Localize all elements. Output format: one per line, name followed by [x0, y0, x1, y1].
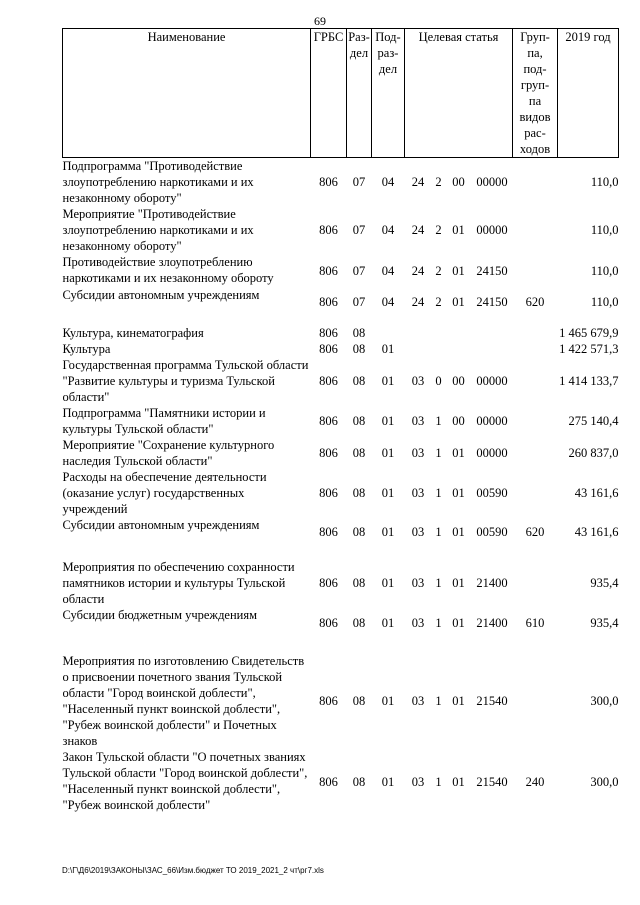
row-name: Противодействие злоупотреблению наркотиками и их незаконному обороту	[62, 255, 274, 285]
table-row	[63, 405, 619, 437]
row-grbs: 806	[319, 775, 338, 789]
row-t3	[446, 325, 472, 341]
row-t2: 1	[435, 694, 442, 708]
row-t1	[405, 341, 432, 357]
table-row	[63, 206, 619, 254]
row-rz: 08	[352, 414, 366, 428]
row-t4: 00000	[476, 414, 508, 428]
header-name: Наименование	[63, 29, 311, 158]
header-target: Целевая статья	[405, 29, 513, 158]
table-row	[63, 254, 619, 287]
row-t4: 00000	[476, 374, 508, 388]
row-t2: 2	[435, 263, 442, 278]
row-name: Государственная программа Тульской области "Развитие культуры и туризма Тульской области"	[62, 358, 309, 404]
row-grbs: 806	[319, 446, 338, 460]
row-grbs: 806	[319, 525, 338, 539]
row-vr	[513, 405, 558, 437]
row-vr	[513, 158, 558, 207]
row-t3: 01	[452, 576, 465, 590]
row-rz: 08	[352, 342, 366, 356]
row-name: Расходы на обеспечение деятельности (оказание услуг) государственных учреждений	[62, 470, 267, 516]
row-grbs: 806	[319, 616, 338, 630]
row-t2: 1	[435, 576, 442, 590]
row-t3: 01	[452, 616, 465, 630]
row-grbs: 806	[319, 326, 338, 340]
row-t2: 1	[435, 616, 442, 630]
header-razdel: Раз- дел	[347, 29, 372, 158]
header-group: Груп- па, под- груп- па видов рас- ходов	[513, 29, 558, 158]
row-sum: 110,0	[590, 295, 619, 309]
row-t4: 00000	[476, 446, 508, 460]
row-t1: 03	[411, 775, 425, 789]
row-grbs: 806	[319, 295, 338, 309]
row-pr: 04	[381, 295, 395, 309]
row-spacer	[63, 317, 619, 325]
row-grbs: 806	[319, 374, 338, 388]
row-vr	[513, 437, 558, 469]
row-t1: 03	[411, 414, 425, 428]
row-rz: 07	[352, 263, 366, 278]
row-spacer	[63, 547, 619, 559]
row-rz: 07	[352, 223, 366, 237]
row-t2: 1	[435, 525, 442, 539]
row-rz: 08	[352, 446, 366, 460]
table-row	[63, 341, 619, 357]
row-sum: 935,4	[590, 576, 619, 590]
row-pr: 01	[381, 694, 395, 708]
row-t3: 01	[452, 694, 465, 708]
row-sum: 300,0	[590, 694, 619, 708]
row-t1	[405, 325, 432, 341]
header-grbs: ГРБС	[311, 29, 347, 158]
row-t1: 03	[411, 446, 425, 460]
row-name: Подпрограмма "Противодействие злоупотреблению наркотиками и их незаконному обороту"	[62, 159, 254, 205]
row-rz: 08	[352, 616, 366, 630]
table-row	[63, 517, 619, 547]
row-name: Субсидии автономным учреждениям	[62, 518, 260, 532]
row-t3: 01	[452, 446, 465, 460]
row-name: Мероприятия по изготовлению Свидетельств о присвоении почетного звания Тульской области "Город воинской доблести", "Населенный пункт воинской доблести", "Рубеж воинской доблести" и Почетных знаков	[62, 654, 305, 748]
row-t2: 1	[435, 414, 442, 428]
row-pr: 01	[381, 616, 395, 630]
row-t1: 03	[411, 486, 425, 500]
row-t2: 2	[435, 295, 442, 309]
row-name: Мероприятия по обеспечению сохранности памятников истории и культуры Тульской области	[62, 560, 295, 606]
row-vr: 620	[525, 525, 545, 539]
row-vr: 240	[525, 775, 545, 789]
row-sum: 110,0	[590, 175, 619, 189]
row-t4: 00590	[476, 525, 508, 539]
row-sum: 1 465 679,9	[559, 326, 619, 340]
header-podrazdel: Под- раз- дел	[372, 29, 405, 158]
row-t3: 01	[452, 525, 465, 539]
row-sum: 1 422 571,3	[559, 342, 619, 356]
row-t1: 03	[411, 525, 425, 539]
row-t3: 01	[452, 295, 465, 309]
row-t2: 2	[435, 223, 442, 237]
row-t4	[472, 325, 513, 341]
row-t1: 24	[411, 175, 425, 189]
row-t4: 24150	[476, 263, 508, 278]
row-t2: 1	[435, 775, 442, 789]
file-path-footer: D:\Г\Д6\2019\ЗАКОНЫ\ЗАС_66\Изм.бюджет ТО 2019_2021_2 чт\рг7.xls	[62, 866, 324, 875]
row-t3: 01	[452, 223, 465, 237]
row-t4: 00000	[476, 175, 508, 189]
row-t1: 03	[411, 576, 425, 590]
row-vr	[513, 206, 558, 254]
row-spacer	[63, 639, 619, 653]
row-t1: 03	[411, 616, 425, 630]
row-sum: 110,0	[590, 223, 619, 237]
row-vr	[513, 653, 558, 749]
row-grbs: 806	[319, 414, 338, 428]
row-grbs: 806	[319, 576, 338, 590]
table-row	[63, 653, 619, 749]
row-t4: 21400	[476, 576, 508, 590]
row-t2: 1	[435, 486, 442, 500]
row-vr	[513, 357, 558, 405]
row-grbs: 806	[319, 486, 338, 500]
row-t4: 21540	[476, 775, 508, 789]
row-name: Подпрограмма "Памятники истории и культуры Тульской области"	[62, 406, 266, 436]
row-pr: 01	[381, 446, 395, 460]
row-sum: 275 140,4	[568, 414, 619, 428]
table-row	[63, 559, 619, 607]
row-pr: 04	[381, 175, 395, 189]
row-vr: 610	[525, 616, 545, 630]
page-number: 69	[314, 14, 326, 28]
row-rz: 08	[352, 326, 366, 340]
table-row	[63, 357, 619, 405]
row-sum: 1 414 133,7	[559, 374, 619, 388]
row-sum: 935,4	[590, 616, 619, 630]
row-rz: 07	[352, 175, 366, 189]
row-vr: 620	[525, 295, 545, 309]
row-t4: 21540	[476, 694, 508, 708]
row-t4: 24150	[476, 295, 508, 309]
row-sum: 300,0	[590, 775, 619, 789]
header-year: 2019 год	[558, 29, 619, 158]
row-rz: 08	[352, 374, 366, 388]
row-t4	[472, 341, 513, 357]
row-vr	[513, 341, 558, 357]
row-name: Мероприятие "Сохранение культурного наследия Тульской области"	[62, 438, 275, 468]
row-pr: 01	[381, 525, 395, 539]
row-t2	[432, 341, 446, 357]
row-t4: 21400	[476, 616, 508, 630]
row-grbs: 806	[319, 694, 338, 708]
row-t3: 00	[452, 175, 465, 189]
row-t2	[432, 325, 446, 341]
row-rz: 08	[352, 576, 366, 590]
row-rz: 07	[352, 295, 366, 309]
row-t3: 01	[452, 263, 465, 278]
row-t1: 03	[411, 374, 425, 388]
row-t1: 24	[411, 263, 425, 278]
row-t3: 00	[452, 414, 465, 428]
row-vr	[513, 469, 558, 517]
row-grbs: 806	[319, 175, 338, 189]
row-t2: 1	[435, 446, 442, 460]
row-sum: 43 161,6	[574, 486, 619, 500]
row-name: Субсидии автономным учреждениям	[62, 288, 260, 302]
row-t1: 03	[411, 694, 425, 708]
table-row	[63, 469, 619, 517]
table-row	[63, 437, 619, 469]
row-t1: 24	[411, 223, 425, 237]
row-name: Закон Тульской области "О почетных званиях Тульской области "Город воинской доблести", "Населенный пункт воинской доблести", "Рубеж воинской доблести"	[62, 750, 308, 812]
row-pr: 01	[381, 486, 395, 500]
row-sum: 260 837,0	[568, 446, 619, 460]
row-pr: 01	[381, 775, 395, 789]
table-row	[63, 749, 619, 815]
table-header-row	[63, 29, 619, 158]
row-vr	[513, 325, 558, 341]
row-t3: 01	[452, 775, 465, 789]
table-row	[63, 325, 619, 341]
row-t3: 00	[452, 374, 465, 388]
row-t2: 2	[435, 175, 442, 189]
row-name: Субсидии бюджетным учреждениям	[62, 608, 258, 622]
row-rz: 08	[352, 775, 366, 789]
row-pr: 04	[381, 223, 395, 237]
row-rz: 08	[352, 486, 366, 500]
row-vr	[513, 254, 558, 287]
row-pr: 01	[381, 414, 395, 428]
row-pr: 01	[381, 342, 395, 356]
row-rz: 08	[352, 525, 366, 539]
table-row	[63, 287, 619, 317]
row-t3	[446, 341, 472, 357]
table-row	[63, 607, 619, 639]
row-grbs: 806	[319, 223, 338, 237]
row-t4: 00000	[476, 223, 508, 237]
row-rz: 08	[352, 694, 366, 708]
row-pr: 04	[381, 263, 395, 278]
row-name: Мероприятие "Противодействие злоупотреблению наркотиками и их незаконному обороту"	[62, 207, 254, 253]
row-pr: 01	[381, 576, 395, 590]
row-name: Культура	[62, 342, 111, 356]
row-grbs: 806	[319, 263, 338, 278]
row-t2: 0	[435, 374, 442, 388]
row-pr: 01	[381, 374, 395, 388]
row-t1: 24	[411, 295, 425, 309]
row-grbs: 806	[319, 342, 338, 356]
row-name: Культура, кинематография	[62, 326, 204, 340]
row-t3: 01	[452, 486, 465, 500]
row-vr	[513, 559, 558, 607]
row-sum: 43 161,6	[574, 525, 619, 539]
row-pr	[372, 325, 405, 341]
budget-table	[62, 28, 619, 815]
row-t4: 00590	[476, 486, 508, 500]
row-sum: 110,0	[590, 263, 619, 278]
table-row	[63, 158, 619, 207]
